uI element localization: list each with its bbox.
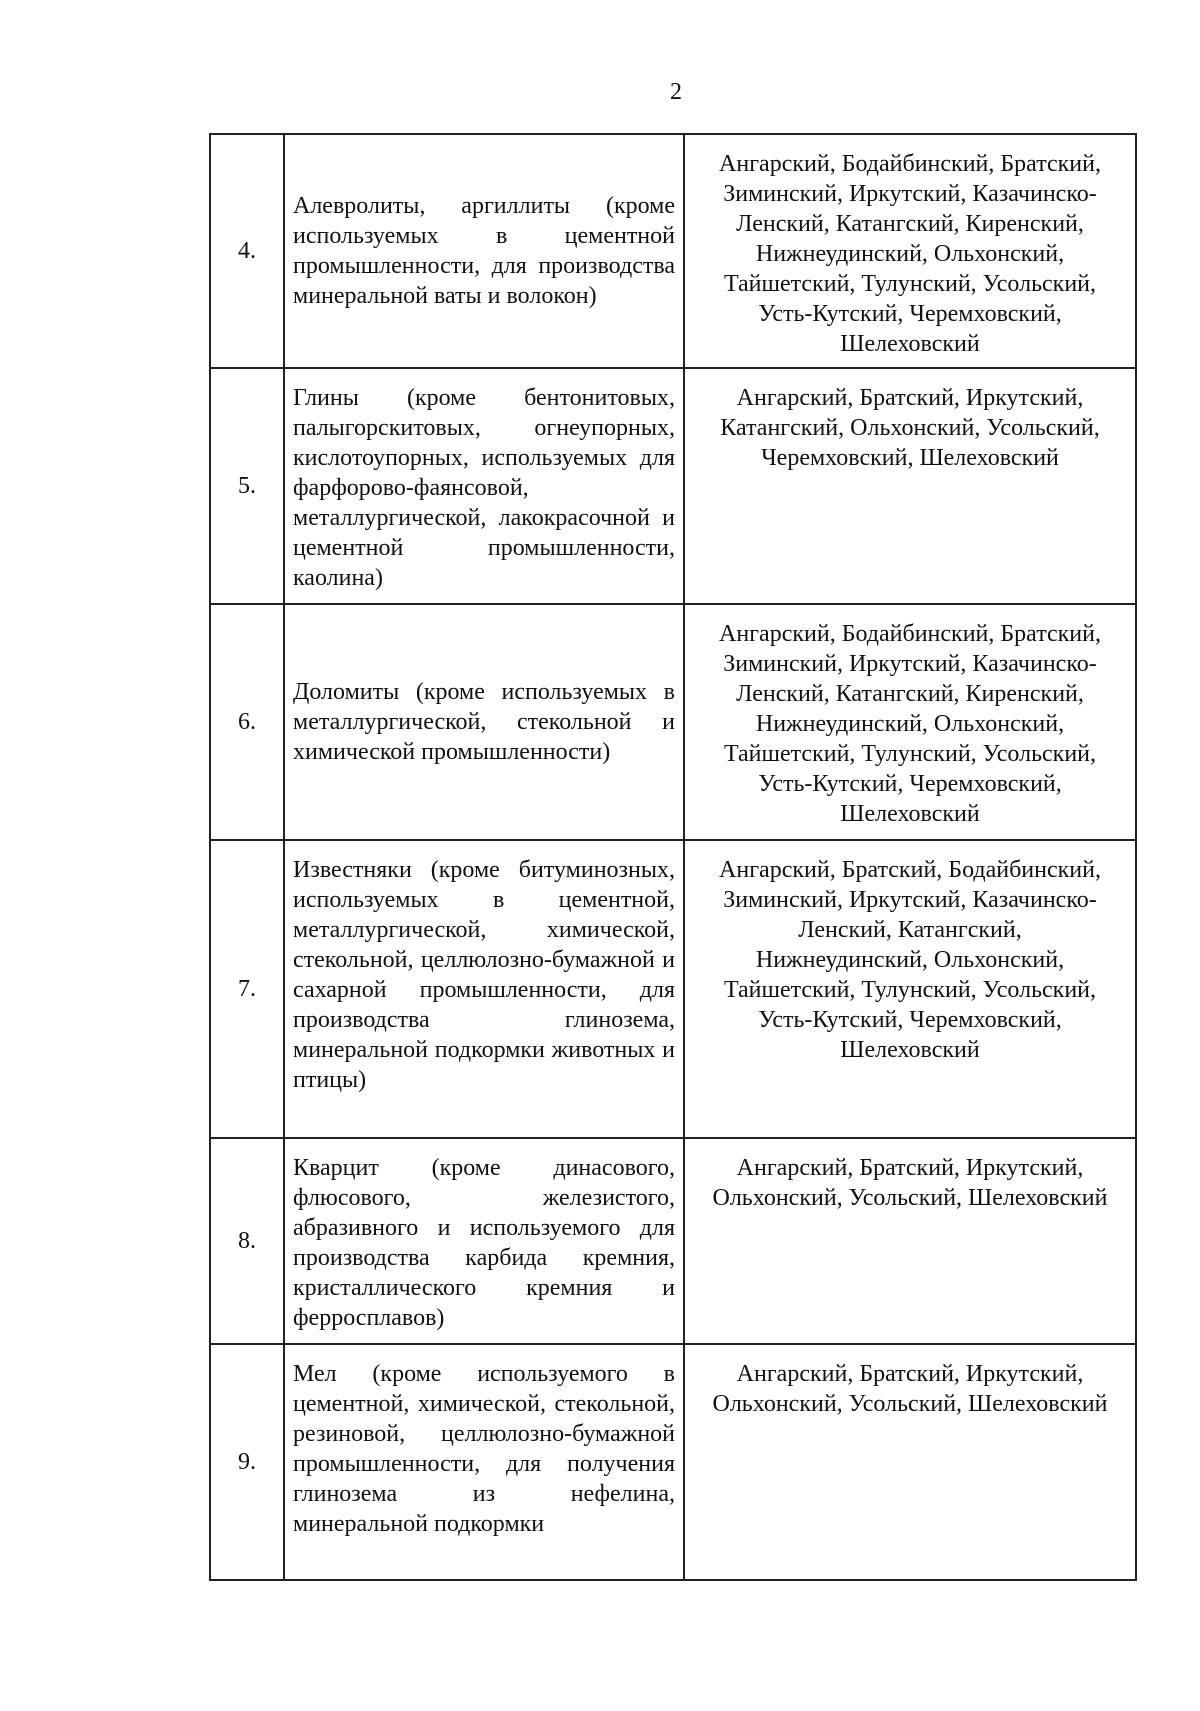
material-cell xyxy=(284,1344,684,1580)
districts-text: Ангарский, Братский, Иркутский, Ольхонский, Усольский, Шелеховский xyxy=(712,1155,1108,1211)
districts-text: Ангарский, Братский, Иркутский, Катангский, Ольхонский, Усольский, Черемховский, Шелеховский xyxy=(720,385,1100,471)
material-cell xyxy=(284,1138,684,1344)
page-number: 2 xyxy=(670,79,682,105)
material-text: Глины (кроме бентонитовых, палыгорскитовых, огнеупорных, кислотоупорных, используемых для фарфорово-фаянсовой, металлургической, лакокрасочной и цементной промышленности, каолина) xyxy=(293,385,675,591)
table-row xyxy=(210,840,1136,1138)
districts-cell xyxy=(684,1138,1136,1344)
row-number: 7. xyxy=(210,840,284,1138)
districts-cell xyxy=(684,840,1136,1138)
material-cell xyxy=(284,840,684,1138)
material-cell xyxy=(284,134,684,368)
material-text: Кварцит (кроме динасового, флюсового, железистого, абразивного и используемого для производства карбида кремния, кристаллического кремния и ферросплавов) xyxy=(293,1155,675,1331)
table-row xyxy=(210,134,1136,368)
row-number: 4. xyxy=(210,134,284,368)
districts-cell xyxy=(684,1344,1136,1580)
districts-text: Ангарский, Бодайбинский, Братский, Зиминский, Иркутский, Казачинско- Ленский, Катангский, Киренский, Нижнеудинский, Ольхонский, Тайшетский, Тулунский, Усольский, Усть-Кутский, Черемховский, Шелеховский xyxy=(719,151,1101,357)
districts-cell xyxy=(684,368,1136,604)
material-cell xyxy=(284,604,684,840)
districts-text: Ангарский, Братский, Иркутский, Ольхонский, Усольский, Шелеховский xyxy=(712,1361,1108,1417)
row-number: 6. xyxy=(210,604,284,840)
districts-text: Ангарский, Бодайбинский, Братский, Зиминский, Иркутский, Казачинско- Ленский, Катангский, Киренский, Нижнеудинский, Ольхонский, Тайшетский, Тулунский, Усольский, Усть-Кутский, Черемховский, Шелеховский xyxy=(719,621,1101,827)
table-row xyxy=(210,604,1136,840)
material-text: Мел (кроме используемого в цементной, химической, стекольной, резиновой, целлюлозно-бумажной промышленности, для получения глинозема из нефелина, минеральной подкормки xyxy=(293,1361,675,1537)
table-row xyxy=(210,1344,1136,1580)
districts-text: Ангарский, Братский, Бодайбинский, Зиминский, Иркутский, Казачинско- Ленский, Катангский, Нижнеудинский, Ольхонский, Тайшетский, Тулунский, Усольский, Усть-Кутский, Черемховский, Шелеховский xyxy=(719,857,1101,1063)
material-text: Доломиты (кроме используемых в металлургической, стекольной и химической промышленности) xyxy=(293,679,675,765)
material-cell xyxy=(284,368,684,604)
row-number: 9. xyxy=(210,1344,284,1580)
table-row xyxy=(210,1138,1136,1344)
material-text: Алевролиты, аргиллиты (кроме используемых в цементной промышленности, для производства минеральной ваты и волокон) xyxy=(293,193,675,309)
districts-cell xyxy=(684,134,1136,368)
districts-table xyxy=(209,133,1137,1581)
districts-cell xyxy=(684,604,1136,840)
material-text: Известняки (кроме битуминозных, используемых в цементной, металлургической, химической, стекольной, целлюлозно-бумажной и сахарной промышленности, для производства глинозема, минеральной подкормки животных и птицы) xyxy=(293,857,675,1093)
row-number: 8. xyxy=(210,1138,284,1344)
table-row xyxy=(210,368,1136,604)
row-number: 5. xyxy=(210,368,284,604)
